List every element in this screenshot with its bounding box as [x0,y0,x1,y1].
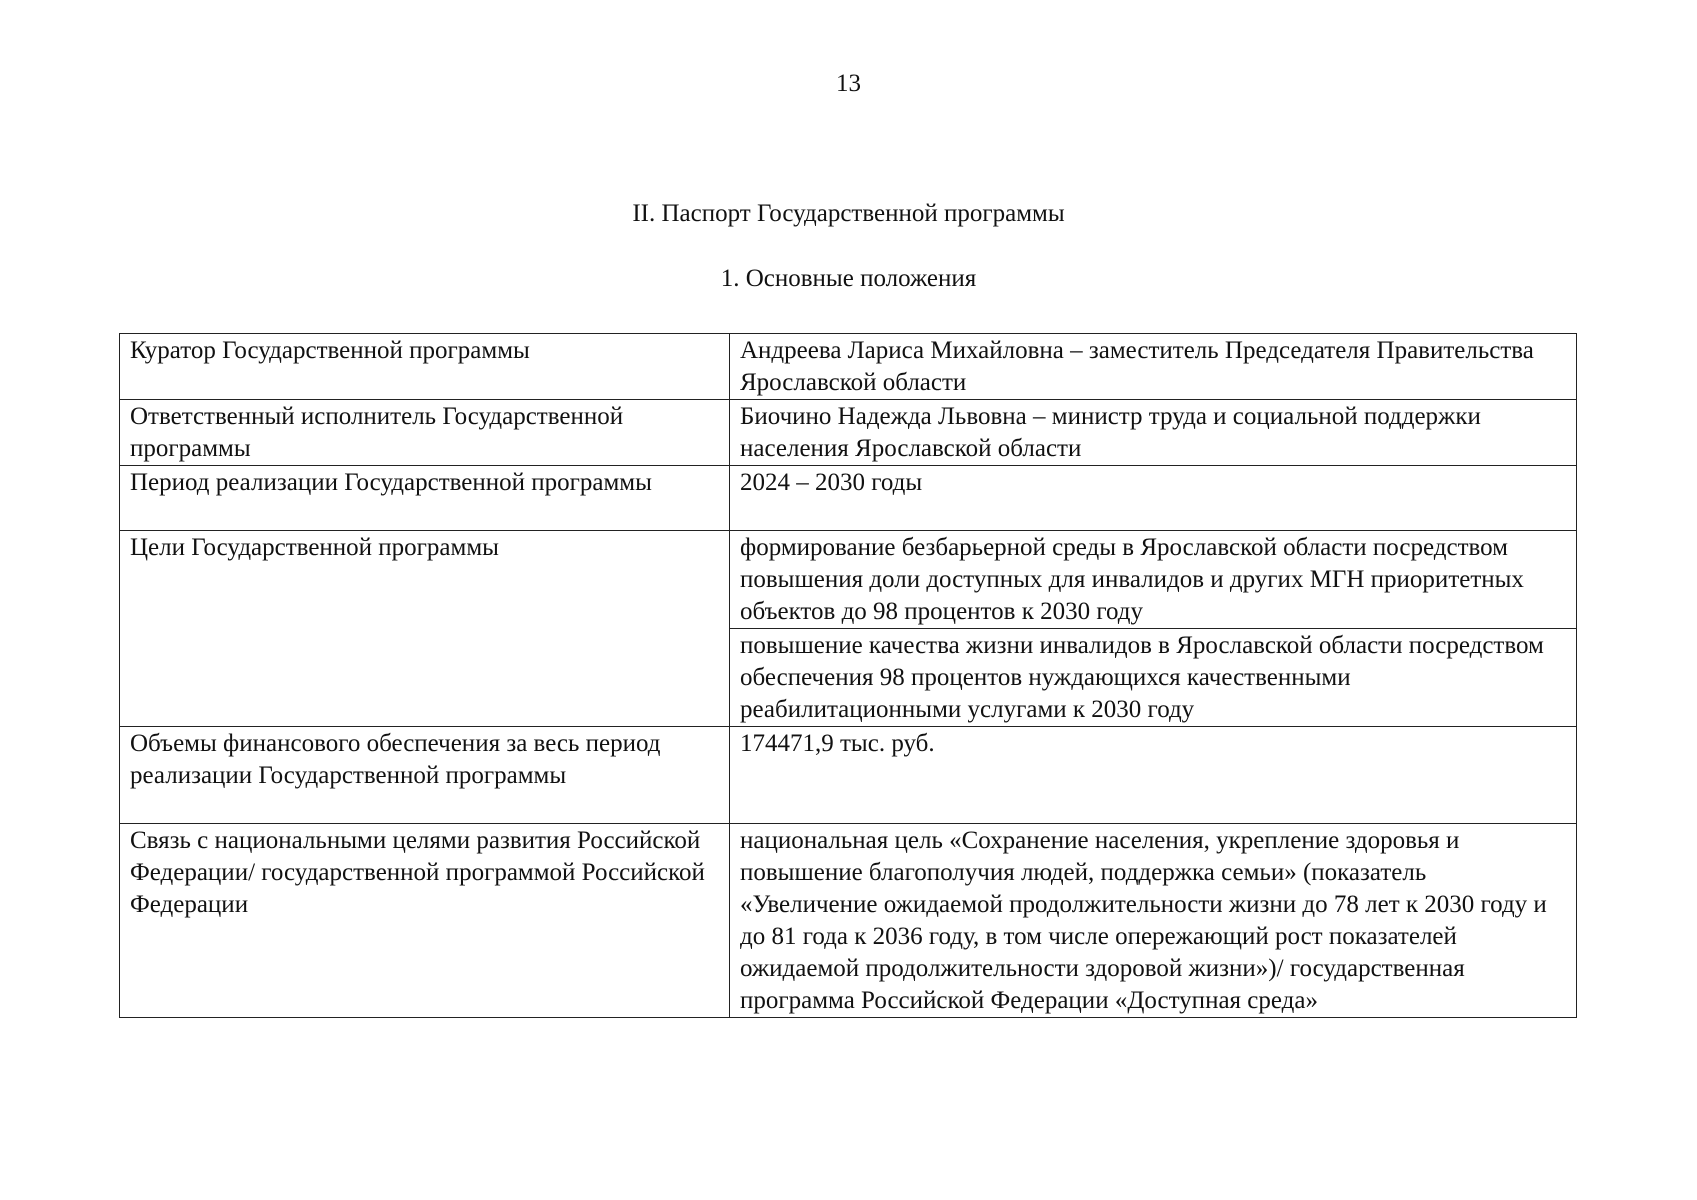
period-value: 2024 – 2030 годы [730,466,1577,531]
curator-value: Андреева Лариса Михайловна – заместитель Председателя Правительства Ярославской области [730,334,1577,400]
responsible-executor-value: Биочино Надежда Львовна – министр труда и социальной поддержки населения Ярославской области [730,400,1577,466]
goals-value [730,531,1577,727]
financing-value: 174471,9 тыс. руб. [730,727,1577,824]
goal-item-2: повышение качества жизни инвалидов в Ярославской области посредством обеспечения 98 процентов нуждающихся качественными реабилитационными услугами к 2030 году [730,628,1576,726]
curator-label: Куратор Государственной программы [120,334,730,400]
table-row-national-goals [120,824,1577,1018]
subsection-title: 1. Основные положения [720,265,977,292]
period-label: Период реализации Государственной программы [120,466,730,531]
financing-label: Объемы финансового обеспечения за весь период реализации Государственной программы [120,727,730,824]
goals-label: Цели Государственной программы [120,531,730,727]
responsible-executor-label: Ответственный исполнитель Государственной программы [120,400,730,466]
national-goals-label: Связь с национальными целями развития Российской Федерации/ государственной программой Российской Федерации [120,824,730,1018]
table-row-period [120,466,1577,531]
table-row-responsible-executor [120,400,1577,466]
table-row-goals [120,531,1577,727]
goal-item-1: формирование безбарьерной среды в Ярославской области посредством повышения доли доступных для инвалидов и других МГН приоритетных объектов до 98 процентов к 2030 году [740,534,1524,625]
page-number: 13 [836,70,861,97]
table-row-financing [120,727,1577,824]
program-passport-table [119,333,1577,1018]
section-title: II. Паспорт Государственной программы [632,200,1065,227]
table-row-curator [120,334,1577,400]
national-goals-value: национальная цель «Сохранение населения, укрепление здоровья и повышение благополучия людей, поддержка семьи» (показатель «Увеличение ожидаемой продолжительности жизни до 78 лет к 2030 году и до 81 года к 2036 году, в том числе опережающий рост показателей ожидаемой продолжительности здоровой жизни»)/ государственная программа Российской Федерации «Доступная среда» [730,824,1577,1018]
